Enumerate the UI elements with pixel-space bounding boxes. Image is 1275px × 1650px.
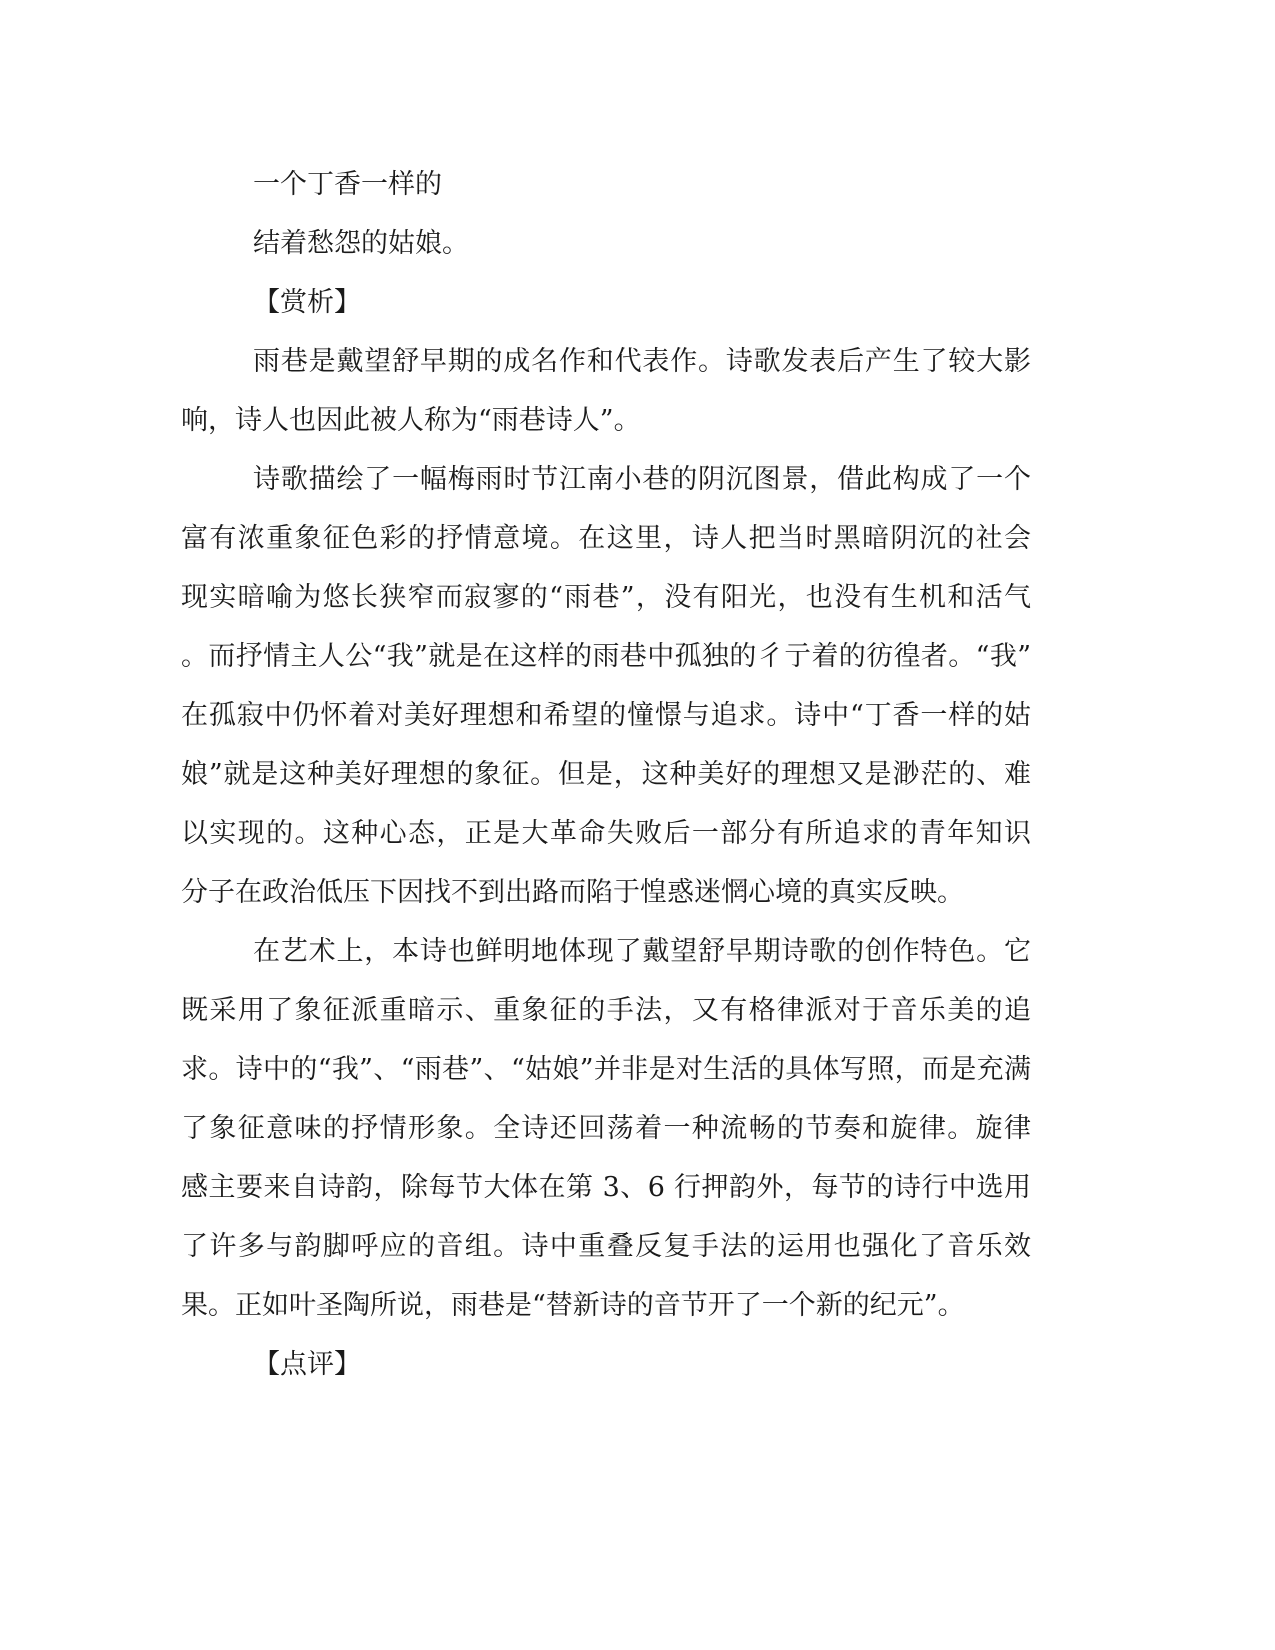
paragraph-line: 现实暗喻为悠长狭窄而寂寥的“雨巷”，没有阳光，也没有生机和活气 — [181, 582, 1031, 613]
paragraph-line: 在孤寂中仍怀着对美好理想和希望的憧憬与追求。诗中“丁香一样的姑 — [181, 700, 1031, 731]
paragraph-line: 富有浓重象征色彩的抒情意境。在这里，诗人把当时黑暗阴沉的社会 — [181, 523, 1031, 554]
poem-line: 一个丁香一样的 — [253, 169, 442, 200]
paragraph-line: 雨巷是戴望舒早期的成名作和代表作。诗歌发表后产生了较大影 — [253, 346, 1031, 377]
paragraph-line: 响，诗人也因此被人称为“雨巷诗人”。 — [181, 405, 641, 436]
paragraph-line: 分子在政治低压下因找不到出路而陷于惶惑迷惘心境的真实反映。 — [181, 877, 964, 908]
paragraph-line: 了许多与韵脚呼应的音组。诗中重叠反复手法的运用也强化了音乐效 — [181, 1231, 1031, 1262]
paragraph-line: 感主要来自诗韵，除每节大体在第 3、6 行押韵外，每节的诗行中选用 — [181, 1172, 1031, 1203]
paragraph-line: 娘”就是这种美好理想的象征。但是，这种美好的理想又是渺茫的、难 — [181, 759, 1031, 790]
section-heading-comment: 【点评】 — [253, 1349, 361, 1380]
paragraph-line: 。而抒情主人公“我”就是在这样的雨巷中孤独的彳亍着的彷徨者。“我” — [181, 641, 1031, 672]
poem-line: 结着愁怨的姑娘。 — [253, 228, 469, 259]
paragraph-line: 既采用了象征派重暗示、重象征的手法，又有格律派对于音乐美的追 — [181, 995, 1031, 1026]
paragraph-line: 诗歌描绘了一幅梅雨时节江南小巷的阴沉图景，借此构成了一个 — [253, 464, 1031, 495]
document-body — [181, 155, 1031, 1394]
paragraph-line: 求。诗中的“我”、“雨巷”、“姑娘”并非是对生活的具体写照，而是充满 — [181, 1054, 1031, 1085]
paragraph-line: 以实现的。这种心态，正是大革命失败后一部分有所追求的青年知识 — [181, 818, 1031, 849]
paragraph-line: 果。正如叶圣陶所说，雨巷是“替新诗的音节开了一个新的纪元”。 — [181, 1290, 965, 1321]
section-heading-appreciation: 【赏析】 — [253, 287, 361, 318]
paragraph-line: 在艺术上，本诗也鲜明地体现了戴望舒早期诗歌的创作特色。它 — [253, 936, 1031, 967]
paragraph-line: 了象征意味的抒情形象。全诗还回荡着一种流畅的节奏和旋律。旋律 — [181, 1113, 1031, 1144]
